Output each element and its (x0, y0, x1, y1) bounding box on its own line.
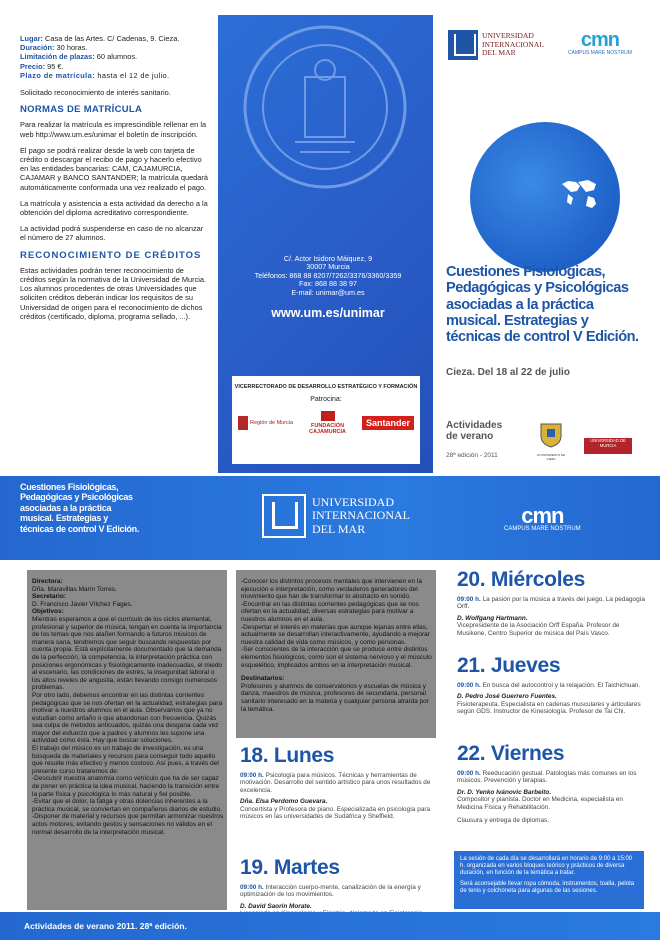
info-places (20, 52, 208, 61)
contact-line: Teléfonos: 868 88 8207/7262/3376/3360/3359 (254, 270, 402, 280)
day-wednesday (457, 568, 647, 637)
region-murcia-logo (238, 416, 293, 430)
activities-label: Actividades (446, 420, 503, 431)
day-heading: 18. Lunes (240, 744, 335, 767)
sanitario-note: Solicitado reconocimiento de interés sanitario. (20, 88, 171, 98)
sponsor-label: Patrocina: (310, 396, 342, 403)
santander-logo (362, 416, 414, 430)
normas-paragraph: El pago se podrá realizar desde la web con tarjeta de crédito o descargar el recibo de pago y hacerlo efectivo en las entidades bancarias: CAM, CAJAMURCIA, CAJAMAR y BANCO SANTANDER; la matrícula quedará automáticamente conformada una vez realizado el pago. (20, 145, 208, 192)
band-uim-logo (262, 494, 410, 538)
info-location (20, 34, 208, 43)
audience-text: Profesores y alumnos de conservatorios y escuelas de música y danza, maestros de música, profesores de secundaria, personal sanitario interesado en la materia y cualquier persona atraída por la temática. (241, 682, 429, 713)
goals-text (241, 578, 433, 713)
cajamurcia-logo (303, 411, 353, 435)
goal-item: -Conocer los distintos procesos mentales que intervienen en la ejecución e interpretación, como verdaderos generadores del movimiento que han de transformar lo abstracto en sonido. (241, 578, 423, 601)
day-thursday (457, 654, 647, 716)
info-value: 30 horas. (54, 43, 88, 53)
info-duration (20, 43, 208, 52)
contact-line: 30007 Murcia (306, 262, 350, 272)
left-info-panel (20, 34, 208, 328)
cmn-logo (568, 30, 632, 56)
goal-item: -Ser conscientes de la interacción que se produce entre distintos elementos fisiológicos, como son el sistema nervioso y el músculo esquelético, implicados ambos en la interpretación musical. (241, 646, 432, 669)
uim-name-line: INTERNACIONAL (482, 39, 545, 49)
info-label: Lugar: (20, 34, 43, 43)
session-topic-text: Reeducación gestual. Patologías más comunes en los músicos. Prevención y terapias. (457, 770, 637, 785)
uim-name-line: DEL MAR (312, 521, 366, 536)
sponsor-name: Santander (365, 418, 410, 428)
objectives-label: Objetivos: (32, 608, 64, 616)
info-value: Casa de las Artes. C/ Cadenas, 9. Cieza. (43, 34, 180, 43)
uim-emblem-icon (448, 30, 478, 60)
normas-paragraph: Para realizar la matrícula es imprescindible rellenar en la web http://www.um.es/unimar el boletín de inscripción. (20, 120, 207, 139)
contact-line: Fax: 868 88 38 97 (299, 279, 357, 289)
ayuntamiento-name: AYUNTAMIENTO DE CIEZA (536, 453, 566, 461)
contact-block (228, 255, 428, 297)
cmn-name: CAMPUS MARE NOSTRUM (504, 526, 581, 532)
normas-paragraph: La actividad podrá suspenderse en caso de no alcanzar el número de 27 alumnos. (20, 224, 204, 243)
day-heading: 22. Viernes (457, 742, 565, 765)
course-info (20, 34, 208, 80)
uim-name-line: UNIVERSIDAD (312, 494, 394, 509)
session-topic (457, 770, 647, 785)
objectives-paragraph: Mientras esperamos a que el currículo de los ciclos elemental, profesional y superior de música, tengan en cuenta la importancia de los temas que nos atañen formando a futuros músicos de manera sana, tendremos que seguir buscando respuestas por cuenta propia. Está explícitamente documentado que la demanda de la perfección, la competencia, la interpretación práctica con posiciones ergonómicas y fisiológicamente inadecuadas, el miedo al escenario, las condiciones de estrés, la inseguridad laboral o los altos niveles de angustia, están llevando consigo numerosos problemas. (32, 615, 223, 692)
info-label: Plazo de matrícula: (20, 70, 95, 80)
sponsor-title: VICERRECTORADO DE DESARROLLO ESTRATÉGICO Y FORMACIÓN (234, 384, 418, 390)
band-cmn-logo (504, 503, 581, 532)
contact-line: C/. Actor Isidoro Máiquez, 9 (283, 254, 373, 263)
city-shield-icon (536, 420, 566, 448)
objectives-paragraph: El trabajo del músico es un trabajo de investigación, es una búsqueda de materiales y recursos para conseguir todo aquello que resulte más efectivo y menos costoso. Así pues, a través del presente curso trataremos de: (32, 745, 219, 775)
objectives-paragraph: -Evitar que el dolor, la fatiga y otras dolencias inherentes a la práctica musical, se conviertan en compañeros diarios de estudio. (32, 798, 223, 813)
info-label: Duración: (20, 43, 55, 53)
uim-emblem-icon (262, 494, 306, 538)
activities-logo (446, 420, 502, 442)
schedule-note: La sesión de cada día se desarrollará en horario de 9:00 a 15:00 h. organizada en varios bloques teórico y prácticos de diversa duración, en función de la temática a tratar. (460, 856, 633, 876)
speaker-bio: Concertista y Profesora de piano. Especializada en psicología para músicos en las universidades de Sudáfrica y Sheffield. (240, 805, 431, 821)
audience-label: Destinatarios: (241, 675, 285, 683)
activities-label: de verano (446, 431, 494, 442)
day-heading: 21. Jueves (457, 654, 561, 677)
edition-label: 28ª edición - 2011 (446, 452, 498, 459)
umu-name: UNIVERSIDAD DE MURCIA (590, 438, 626, 448)
day-heading: 20. Miércoles (457, 568, 586, 591)
footer-text: Actividades de verano 2011. 28ª edición. (24, 921, 187, 931)
band-title: Cuestiones Fisiológicas, Pedagógicas y Psicológicas asociadas a la práctica musical. Estrategias y técnicas de control V Edición. (20, 482, 140, 534)
uim-logo (448, 30, 544, 60)
info-value: hasta el 12 de julio. (94, 70, 170, 80)
uim-name-line: DEL MAR (482, 48, 516, 58)
session-time: 09:00 h. (457, 682, 481, 689)
info-deadline (20, 71, 208, 80)
cmn-emblem-icon: cmn (521, 503, 564, 528)
speaker-name: Dr. D. Yenko Ivánovic Barbeito. (457, 788, 552, 796)
session-time: 09:00 h. (457, 770, 481, 777)
speaker-bio: Fisioterapeuta. Especialista en cadenas musculares y articulares según GDS. Instructor de Kinesiología. Profesor de Tai Chi. (457, 700, 641, 716)
info-label: Precio: (20, 61, 46, 71)
course-title: Cuestiones Fisiológicas, Pedagógicas y Psicológicas asociadas a la práctica musical. Estrategias y técnicas de control V Edición. (446, 264, 639, 346)
equipment-note: Será aconsejable llevar ropa cómoda, instrumentos, toalla, pelota de tenis y colchoneta para algunas de las sesiones. (460, 881, 635, 894)
speaker-bio: Compositor y pianista. Doctor en Medicina, especialista en Medicina Física y Rehabilitación. (457, 796, 623, 811)
info-value: 95 €. (45, 61, 64, 71)
normas-heading: NORMAS DE MATRÍCULA (20, 104, 143, 116)
uim-name-line: INTERNACIONAL (312, 508, 410, 523)
secretary-name: D. Francisco Javier Vílchez Fages. (32, 600, 133, 608)
session-topic-text: Interacción cuerpo-mente, canalización de la energía y optimización de los movimientos. (240, 884, 421, 899)
speaker-name: D. Wolfgang Hartmann. (457, 614, 528, 622)
contact-line: E-mail: unimar@um.es (291, 287, 365, 297)
goal-item: -Despertar el interés en materias que aunque lejanas entre ellas, actualmente se desarrollan interactivamente, ayudando a mejorar nuestra calidad de vida como músicos, y como personas. (241, 623, 430, 646)
session-time: 09:00 h. (240, 772, 264, 779)
ayuntamiento-logo (536, 420, 566, 461)
info-label: Limitación de plazas: (20, 52, 95, 62)
speaker-name: D. David Saorín Morate. (240, 902, 312, 910)
creditos-heading: RECONOCIMIENTO DE CRÉDITOS (20, 249, 202, 261)
objectives-paragraph: -Disponer de material y recursos que permitan armonizar nuestros actos motores, evitando gestos y sensaciones no válidos en el normal desarrollo de la interpretación musical. (32, 813, 224, 836)
objectives-paragraph: Por otro lado, debemos encontrar en las distintas corrientes pedagógicas que se nos ofertan en la actualidad, estrategias para motivar a nuestros alumnos en el aula. Observamos que ya no estudian como antaño o que abandonan con frecuencia. Quizás sea culpa de métodos anticuados, quizás una desgana cada vez mayor del esfuerzo que a padres y alumnos les supone una actividad como ésta. Hay que buscar soluciones. (32, 691, 223, 745)
globe-icon (470, 122, 620, 272)
objectives-text (32, 578, 224, 836)
cmn-name: CAMPUS MARE NOSTRUM (568, 50, 632, 56)
umu-logo (584, 438, 632, 454)
session-time: 09:00 h. (240, 884, 264, 891)
creditos-paragraph: Estas actividades podrán tener reconocimiento de créditos según la normativa de la Universidad de Murcia. Los alumnos procedentes de otras Universidades que soliciten créditos deberán indicar los requisitos de su Universidad de origen para el reconocimiento de dichos créditos (certificado, diploma, programa sellado, ...). (20, 265, 207, 321)
info-price (20, 62, 208, 71)
director-label: Directora: (32, 578, 63, 585)
session-topic (240, 772, 436, 794)
sponsor-name: FUNDACIÓN CAJAMURCIA (309, 423, 347, 435)
speaker-bio: Vicepresidente de la Asociación Orff España. Profesor de Musikene, Centro Superior de música del País Vasco. (457, 622, 620, 637)
session-topic-text: La pasión por la música a través del juego. La pedagogía Orff. (457, 596, 645, 611)
cmn-emblem-icon: cmn (580, 29, 620, 51)
speaker-name: D. Pedro José Guerrero Fuentes. (457, 693, 557, 701)
sponsor-box (232, 376, 420, 464)
goal-item: -Encontrar en las distintas corrientes pedagógicas que se nos ofertan en la actualidad, diversas estrategias para motivar a nuestros alumnos en el aula. (241, 600, 419, 623)
normas-paragraph: La matrícula y asistencia a esta actividad da derecho a la obtención del diploma acreditativo correspondiente. (20, 198, 208, 218)
day-monday (240, 744, 436, 820)
uim-name-line: UNIVERSIDAD (482, 31, 534, 41)
sponsor-name: Región de Murcia (250, 420, 294, 426)
info-value: 60 alumnos. (94, 52, 138, 62)
session-topic-text: Psicología para músicos. Técnicas y herramientas de motivación. Desarrollo del sentido artístico para unos resultados de excelencia. (240, 772, 431, 794)
speaker-name: Dña. Elsa Perdomo Guevara. (240, 798, 328, 806)
objectives-paragraph: -Descubrir nuestra anatomía como vehículo que ha de ser capaz de poner en práctica la idea musical, haciendo la transición entre la parte física y psicológica lo más natural y fiel posible. (32, 775, 220, 798)
day-friday (457, 742, 647, 824)
day-heading: 19. Martes (240, 856, 340, 879)
schedule-note-box (454, 851, 644, 909)
session-topic (457, 596, 647, 611)
session-topic (457, 682, 647, 689)
session-time: 09:00 h. (457, 596, 481, 603)
session-topic (240, 884, 436, 899)
course-dates: Cieza. Del 18 al 22 de julio (446, 367, 570, 378)
secretary-label: Secretario: (32, 593, 66, 601)
website-link[interactable]: www.um.es/unimar (271, 306, 385, 320)
university-seal-icon (240, 22, 410, 192)
director-name: Dña. Maravillas Marín Torres. (32, 585, 117, 593)
session-topic-text: En busca del autocontrol y la relajación. El Taichichuan. (480, 682, 641, 689)
closing-note: Clausura y entrega de diplomas. (457, 817, 550, 825)
